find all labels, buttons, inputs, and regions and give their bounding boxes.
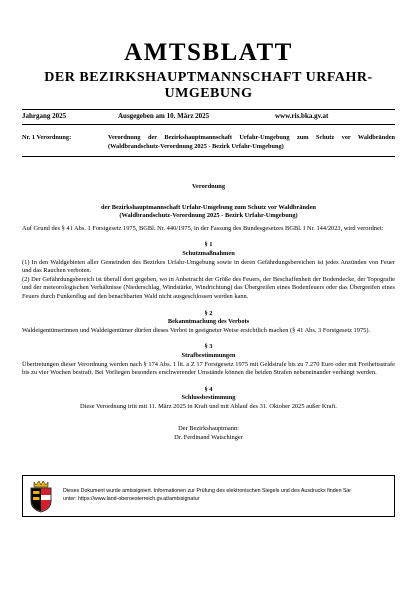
gazette-title: AMTSBLATT xyxy=(124,39,293,66)
subtitle-line-1: DER BEZIRKSHAUPTMANNSCHAFT URFAHR- xyxy=(44,70,373,85)
preamble: Auf Grund des § 41 Abs. 1 Forstgesetz 1975, BGBl. Nr. 440/1975, in der Fassung des Bundesgesetzes BGBl. I Nr. 144/2023, wird verordnet: xyxy=(22,224,384,232)
section-title: Strafbestimmungen xyxy=(181,351,236,359)
section-paragraph: Diese Verordnung tritt mit 11. März 2025 in Kraft und mit Ablauf des 31. Oktober 2025 außer Kraft. xyxy=(80,402,337,410)
signature-footer xyxy=(22,475,395,517)
regulation-title-2: (Waldbrandschutz-Verordnung 2025 - Bezirk Urfahr-Umgebung) xyxy=(119,212,298,220)
section-number: § 2 xyxy=(204,309,213,317)
signature-role: Der Bezirkshauptmann: xyxy=(178,425,239,433)
section-title: Schutzmaßnahmen xyxy=(182,249,235,257)
entry-text: Verordnung der Bezirkshauptmannschaft Urfahr-Umgebung zum Schutz vor Waldbränden (Waldbrandschutz-Verordnung 2025 - Bezirk Urfahr-Umgebung) xyxy=(108,134,395,150)
issue-website: www.ris.bka.gv.at xyxy=(275,112,329,120)
regulation-body xyxy=(22,183,395,443)
header-rule-bottom xyxy=(22,124,395,125)
regulation-title-1: der Bezirkshauptmannschaft Urfahr-Umgebung zum Schutz vor Waldbränden xyxy=(101,203,316,211)
subtitle-line-2: UMGEBUNG xyxy=(164,86,253,101)
issue-date: Ausgegeben am 10. März 2025 xyxy=(118,112,210,120)
section-number: § 1 xyxy=(204,241,213,249)
notice-line-1: Dieses Dokument wurde amtssigniert. Informationen zur Prüfung des elektronischen Siegels und des Ausdrucks finden Sie xyxy=(63,488,351,494)
section-number: § 4 xyxy=(204,385,213,393)
section-paragraph: Waldeigentümerinnen und Waldeigentümer dürfen dieses Verbot in geeigneter Weise ersichtlich machen (§ 41 Abs. 3 Forstgesetz 1975). xyxy=(22,326,371,334)
gazette-page xyxy=(22,0,395,600)
contents-rule xyxy=(22,156,395,157)
section-paragraph: Übertretungen dieser Verordnung werden nach § 174 Abs. 1 lit. a Z 17 Forstgesetz 1975 mit Geldstrafe bis zu 7.270 Euro oder mit Freiheitsstrafe bis zu vier Wochen bestraft. Bei Vorliegen besonders erschwerender Umstände können die beiden Strafen nebeneinander verhängt werden. xyxy=(22,360,395,377)
section-number: § 3 xyxy=(204,343,213,351)
gazette-subtitle xyxy=(22,70,395,102)
signature-name: Dr. Ferdinand Watschinger xyxy=(174,434,243,442)
entry-label: Nr. 1 Verordnung: xyxy=(22,134,72,141)
header-rule-top xyxy=(22,109,395,110)
regulation-heading: Verordnung xyxy=(191,183,226,190)
jahrgang-label: Jahrgang 2025 xyxy=(22,112,67,120)
notice-link[interactable]: unter: https://www.land-oberoesterreich.gv.at/amtssignatur xyxy=(63,495,200,502)
section-title: Schlussbestimmung xyxy=(181,394,236,402)
amtssignatur-notice xyxy=(63,488,388,503)
section-paragraph: (1) In den Waldgebieten aller Gemeinden des Bezirkes Urfahr-Umgebung sowie in deren Gefährdungsbereichen ist jedes Anzünden von Feuer und das Rauchen verboten. xyxy=(22,258,395,275)
coat-of-arms-seal xyxy=(26,479,56,513)
section-paragraph: (2) Der Gefährdungsbereich ist überall dort gegeben, wo in Anbetracht der Größe des Feuers, der Beschaffenheit der Bodendecke, der Topografie und der meteorologischen Verhältnisse (Niederschlag, Windstärke, Windrichtung) das Übergreifen eines Bodenfeuers oder das Übergreifen eines Feuers durch Funkenflug auf den benachbarten Wald nicht ausgeschlossen werden kann. xyxy=(22,275,395,300)
section-title: Bekanntmachung des Verbots xyxy=(167,318,250,326)
